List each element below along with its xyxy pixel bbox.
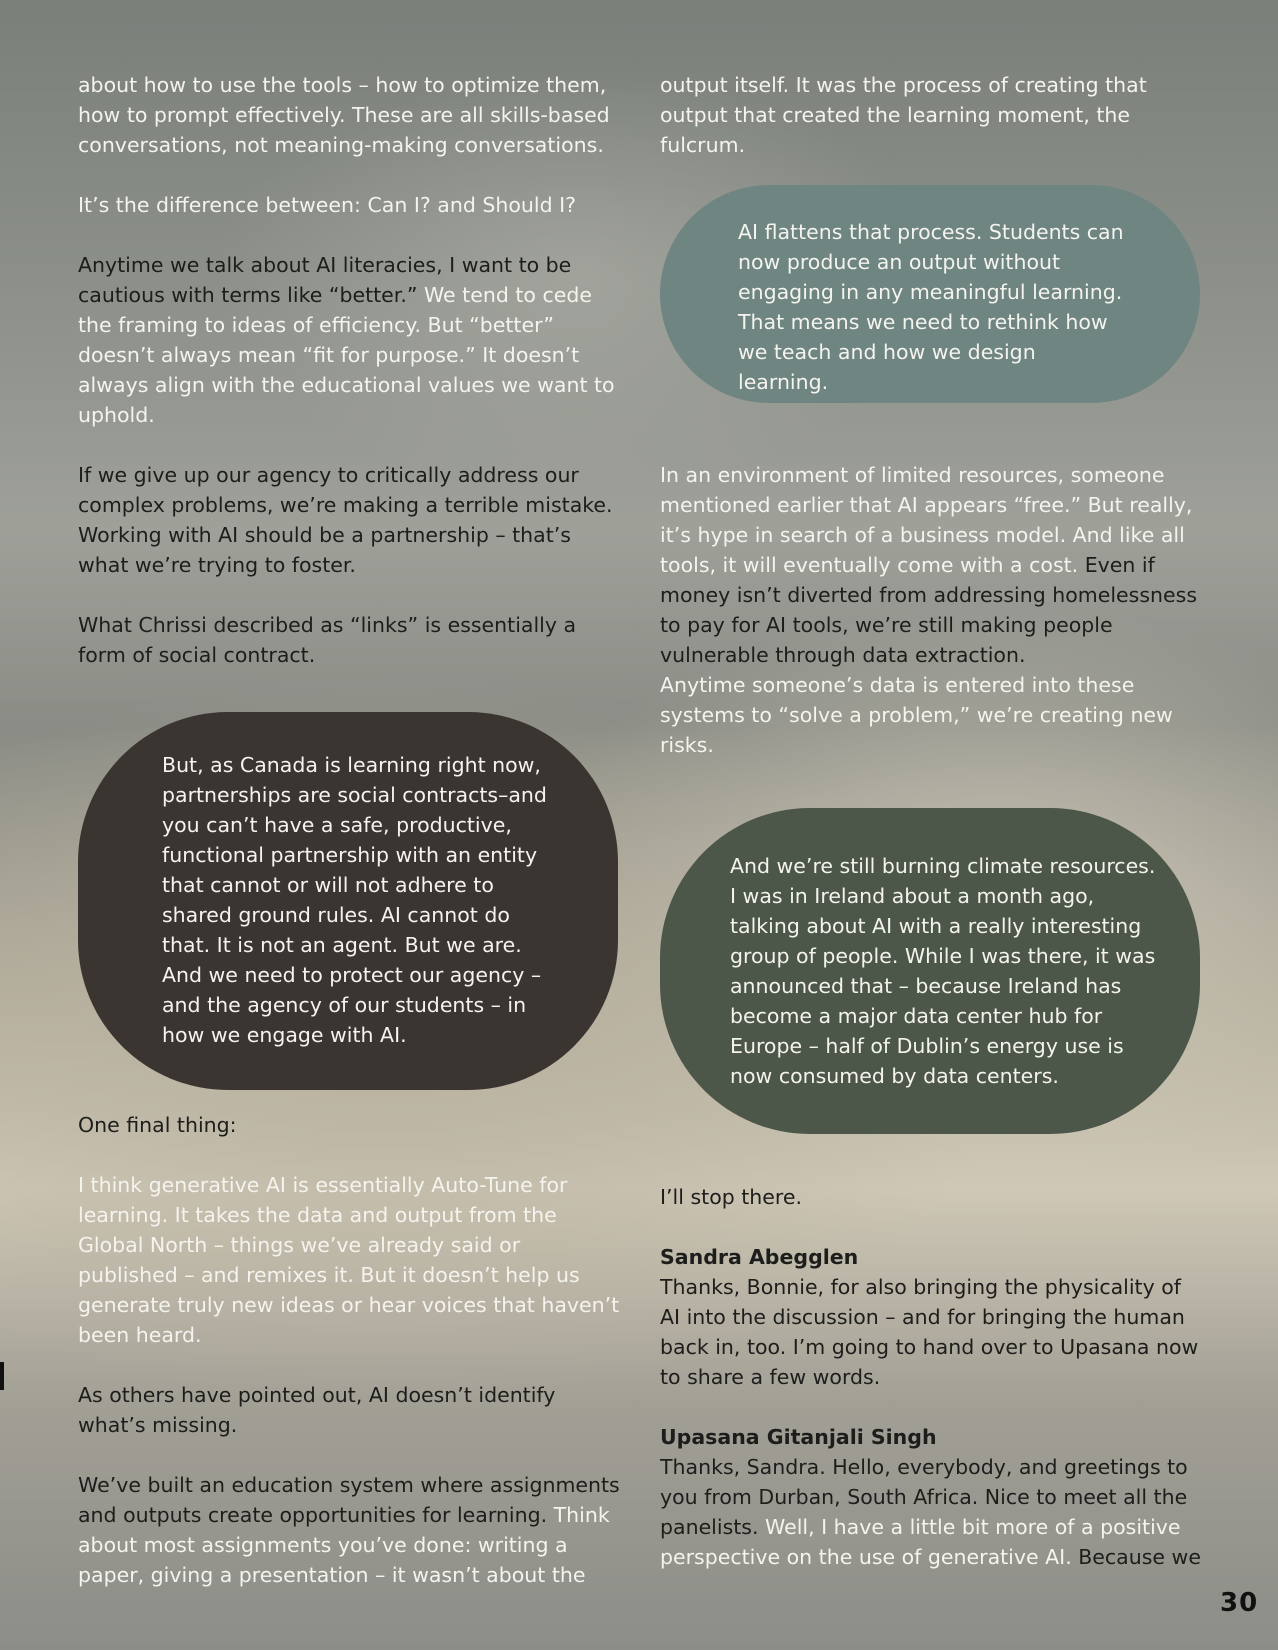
body-paragraph: One final thing:	[78, 1113, 237, 1137]
body-paragraph	[660, 1242, 1205, 1392]
body-paragraph: Anytime someone’s data is entered into these systems to “solve a problem,” we’re creating new risks.	[660, 673, 1173, 757]
body-paragraph: As others have pointed out, AI doesn’t identify what’s missing.	[78, 1383, 556, 1437]
pull-quote-brown: But, as Canada is learning right now, partnerships are social contracts–and you can’t have a safe, productive, functional partnership with an entity that cannot or will not adhere to shared ground rules. AI cannot do that. It is not an agent. But we are. And we need to protect our agency – and the agency of our students – in how we engage with AI.	[78, 712, 618, 1090]
text-run: Because we	[1071, 1545, 1201, 1569]
body-paragraph: I’ll stop there.	[660, 1185, 803, 1209]
edge-mark	[0, 1362, 4, 1390]
left-column	[78, 70, 623, 670]
body-paragraph	[660, 1422, 1205, 1572]
body-paragraph: It’s the difference between: Can I? and Should I?	[78, 193, 577, 217]
body-paragraph: about how to use the tools – how to optimize them, how to prompt effectively. These are all skills-based conversations, not meaning-making conversations.	[78, 73, 610, 157]
text-run: Well, I have a little bit more of a positive perspective on the use of generative AI.	[660, 1515, 1181, 1569]
speaker-name: Sandra Abegglen	[660, 1245, 859, 1269]
page-number: 30	[1220, 1588, 1259, 1618]
text-run: Thanks, Sandra. Hello, everybody, and greetings to you from Durban, South Africa. Nice to meet all the panelists.	[660, 1455, 1188, 1539]
text-run: Thanks, Bonnie, for also bringing the physicality of AI into the discussion – and for bringing the human back in, too. I’m going to hand over to Upasana now to share a few words.	[660, 1275, 1199, 1389]
text-run: Think about most assignments you’ve done: writing a paper, giving a presentation – it wasn’t about the	[78, 1503, 610, 1587]
pull-quote-teal: AI flattens that process. Students can now produce an output without engaging in any meaningful learning. That means we need to rethink how we teach and how we design learning.	[660, 185, 1200, 403]
right-column	[660, 70, 1205, 190]
pull-quote-green: And we’re still burning climate resources. I was in Ireland about a month ago, talking about AI with a really interesting group of people. While I was there, it was announced that – because Ireland has become a major data center hub for Europe – half of Dublin’s energy use is now consumed by data centers.	[660, 808, 1200, 1134]
body-paragraph: What Chrissi described as “links” is essentially a form of social contract.	[78, 613, 577, 667]
body-paragraph	[78, 250, 623, 430]
right-column-lower	[660, 1182, 1205, 1602]
text-run: We tend to cede the framing to ideas of efficiency. But “better” doesn’t always mean “fit for purpose.” It doesn’t always align with the educational values we want to uphold.	[78, 283, 615, 427]
speaker-name: Upasana Gitanjali Singh	[660, 1425, 937, 1449]
text-run: We’ve built an education system where assignments and outputs create opportunities for learning.	[78, 1473, 620, 1527]
body-paragraph: output itself. It was the process of creating that output that created the learning moment, the fulcrum.	[660, 73, 1147, 157]
body-paragraph: If we give up our agency to critically address our complex problems, we’re making a terrible mistake. Working with AI should be a partnership – that’s what we’re trying to foster.	[78, 463, 613, 577]
text-run: Anytime we talk about AI literacies, I want to be cautious with terms like “better.”	[78, 253, 572, 307]
left-column-lower	[78, 1110, 623, 1620]
right-column-middle	[660, 460, 1205, 790]
body-paragraph	[78, 1470, 623, 1590]
body-paragraph: I think generative AI is essentially Auto-Tune for learning. It takes the data and output from the Global North – things we’ve already said or published – and remixes it. But it doesn’t help us generate truly new ideas or hear voices that haven’t been heard.	[78, 1173, 620, 1347]
text-run: In an environment of limited resources, someone mentioned earlier that AI appears “free.” But really, it’s hype in search of a business model. And like all tools, it will eventually come with a cost.	[660, 463, 1193, 577]
body-paragraph	[660, 460, 1205, 670]
text-run: Even if money isn’t diverted from addressing homelessness to pay for AI tools, we’re still making people vulnerable through data extraction.	[660, 553, 1197, 667]
